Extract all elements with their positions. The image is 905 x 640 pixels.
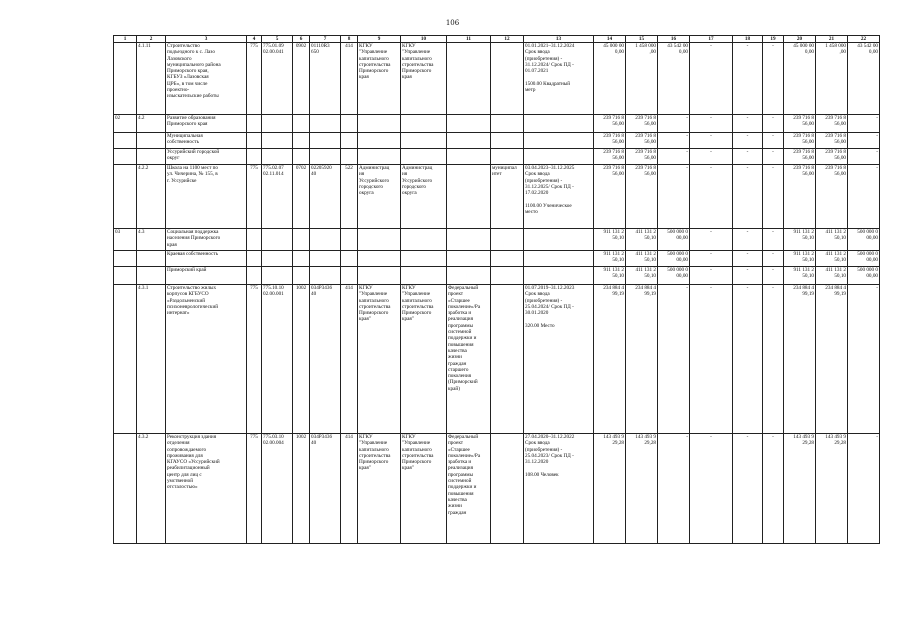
table-cell-col-15: 1 458 000 ,00 xyxy=(626,43,658,115)
table-cell-col-7: 01110R3 650 xyxy=(310,43,341,115)
table-cell-col-9 xyxy=(358,149,401,165)
table-cell-col-19: - xyxy=(763,165,784,229)
table-cell-col-10 xyxy=(401,115,447,133)
column-header-7: 7 xyxy=(310,36,341,43)
table-cell-col-14: 234 884 4 99,19 xyxy=(594,285,626,434)
table-cell-col-18: - xyxy=(733,149,763,165)
table-cell-col-2 xyxy=(137,267,166,285)
table-cell-col-12 xyxy=(491,133,524,149)
table-cell-col-4 xyxy=(247,133,262,149)
table-cell-col-10 xyxy=(401,133,447,149)
table-cell-col-6 xyxy=(293,133,310,149)
table-cell-col-19: - xyxy=(763,251,784,267)
table-cell-col-3: Муниципальная собственность xyxy=(166,133,247,149)
table-cell-col-10 xyxy=(401,229,447,251)
table-cell-col-1 xyxy=(114,43,137,115)
table-row xyxy=(114,149,880,165)
table-row xyxy=(114,43,880,115)
table-cell-col-21: 239 716 8 56,00 xyxy=(816,133,848,149)
table-cell-col-20: 234 884 4 99,19 xyxy=(784,285,816,434)
table-row xyxy=(114,133,880,149)
table-cell-col-11 xyxy=(447,267,491,285)
table-cell-col-19: - xyxy=(763,267,784,285)
table-cell-col-13 xyxy=(524,229,594,251)
column-header-6: 6 xyxy=(293,36,310,43)
table-cell-col-7 xyxy=(310,251,341,267)
table-cell-col-1 xyxy=(114,267,137,285)
table-cell-col-5: 775.10.10 02.00.001 xyxy=(262,285,293,434)
table-cell-col-18: - xyxy=(733,267,763,285)
table-cell-col-17: - xyxy=(690,165,733,229)
table-cell-col-5: 775.01.09 02.00.041 xyxy=(262,43,293,115)
table-cell-col-21: 234 884 4 99,19 xyxy=(816,285,848,434)
table-cell-col-12 xyxy=(491,251,524,267)
column-header-1: 1 xyxy=(114,36,137,43)
table-cell-col-5 xyxy=(262,267,293,285)
table-cell-col-7: 034P3436 40 xyxy=(310,285,341,434)
table-cell-col-6: 0902 xyxy=(293,43,310,115)
table-cell-col-1 xyxy=(114,133,137,149)
table-cell-col-18: - xyxy=(733,434,763,544)
table-cell-col-6 xyxy=(293,149,310,165)
table-cell-col-10: КГКУ "Управление капитального строительства Приморского края" xyxy=(401,434,447,544)
table-cell-col-5: 775.03.10 02.00.004 xyxy=(262,434,293,544)
budget-table xyxy=(113,35,880,544)
table-cell-col-7 xyxy=(310,267,341,285)
table-cell-col-2: 4.1.11 xyxy=(137,43,166,115)
table-cell-col-6 xyxy=(293,267,310,285)
table-cell-col-9 xyxy=(358,267,401,285)
table-cell-col-19: - xyxy=(763,434,784,544)
table-cell-col-17: - xyxy=(690,285,733,434)
table-cell-col-14: 239 716 8 56,00 xyxy=(594,149,626,165)
table-cell-col-1: 02 xyxy=(114,115,137,133)
table-cell-col-11: Федеральный проект «Старшее поколение»/Ра зработка и реализация программы системной поддержки и повышения качества жизни граждан старшего поколения (Приморский край) xyxy=(447,285,491,434)
table-cell-col-2: 4.3.1 xyxy=(137,285,166,434)
table-cell-col-15: 411 131 2 50,10 xyxy=(626,267,658,285)
table-cell-col-22: 43 542 00 0,00 xyxy=(848,43,880,115)
table-cell-col-20: 239 716 8 56,00 xyxy=(784,149,816,165)
table-cell-col-21: 411 131 2 50,10 xyxy=(816,251,848,267)
table-cell-col-14: 45 000 00 0,00 xyxy=(594,43,626,115)
table-cell-col-12: муниципал итет xyxy=(491,165,524,229)
table-cell-col-18: - xyxy=(733,165,763,229)
table-cell-col-19: - xyxy=(763,43,784,115)
column-header-10: 10 xyxy=(401,36,447,43)
table-cell-col-17: - xyxy=(690,267,733,285)
table-row xyxy=(114,165,880,229)
table-cell-col-21: 239 716 8 56,00 xyxy=(816,115,848,133)
table-cell-col-4 xyxy=(247,149,262,165)
table-cell-col-15: 239 716 8 56,00 xyxy=(626,133,658,149)
column-header-5: 5 xyxy=(262,36,293,43)
table-cell-col-5 xyxy=(262,133,293,149)
table-cell-col-16: - xyxy=(658,285,690,434)
table-cell-col-17: - xyxy=(690,434,733,544)
table-cell-col-10 xyxy=(401,251,447,267)
table-cell-col-20: 911 131 2 50,10 xyxy=(784,267,816,285)
table-cell-col-13 xyxy=(524,149,594,165)
table-cell-col-14: 911 131 2 50,10 xyxy=(594,267,626,285)
table-cell-col-10: КГКУ "Управление капитального строительства Приморского края" xyxy=(401,285,447,434)
table-cell-col-15: 234 884 4 99,19 xyxy=(626,285,658,434)
table-cell-col-7: 034P3436 40 xyxy=(310,434,341,544)
table-cell-col-2: 4.2 xyxy=(137,115,166,133)
table-cell-col-14: 239 716 8 56,00 xyxy=(594,165,626,229)
table-cell-col-21: 143 493 9 29,28 xyxy=(816,434,848,544)
table-cell-col-10: Администрац ия Уссурийского городского округа xyxy=(401,165,447,229)
table-cell-col-19: - xyxy=(763,285,784,434)
table-cell-col-9 xyxy=(358,133,401,149)
table-cell-col-17: - xyxy=(690,149,733,165)
column-header-8: 8 xyxy=(341,36,358,43)
table-cell-col-21: 411 131 2 50,10 xyxy=(816,229,848,251)
table-cell-col-22: - xyxy=(848,115,880,133)
table-cell-col-16: - xyxy=(658,165,690,229)
table-cell-col-2 xyxy=(137,133,166,149)
table-row xyxy=(114,229,880,251)
table-cell-col-14: 911 131 2 50,10 xyxy=(594,229,626,251)
table-cell-col-11 xyxy=(447,133,491,149)
table-cell-col-1 xyxy=(114,251,137,267)
table-cell-col-22: - xyxy=(848,149,880,165)
table-cell-col-21: 1 458 000 ,00 xyxy=(816,43,848,115)
table-cell-col-8 xyxy=(341,251,358,267)
table-cell-col-10: КГКУ "Управление капитального строительства Приморского края xyxy=(401,43,447,115)
table-cell-col-4: 775 xyxy=(247,43,262,115)
table-cell-col-1 xyxy=(114,165,137,229)
table-cell-col-2: 4.3 xyxy=(137,229,166,251)
table-cell-col-16: - xyxy=(658,115,690,133)
table-cell-col-22: 500 000 0 00,00 xyxy=(848,267,880,285)
table-cell-col-1 xyxy=(114,285,137,434)
table-cell-col-7 xyxy=(310,115,341,133)
table-cell-col-14: 911 131 2 50,10 xyxy=(594,251,626,267)
table-cell-col-22: 500 000 0 00,00 xyxy=(848,251,880,267)
table-cell-col-12 xyxy=(491,267,524,285)
column-header-19: 19 xyxy=(763,36,784,43)
table-cell-col-8 xyxy=(341,267,358,285)
table-cell-col-18: - xyxy=(733,229,763,251)
table-cell-col-3: Строительство жилых корпусов КГБУСО «Раздольненский психоневрологический интернат» xyxy=(166,285,247,434)
column-header-17: 17 xyxy=(690,36,733,43)
table-cell-col-14: 143 493 9 29,28 xyxy=(594,434,626,544)
table-cell-col-17: - xyxy=(690,133,733,149)
column-header-9: 9 xyxy=(358,36,401,43)
table-cell-col-16: 43 542 00 0,00 xyxy=(658,43,690,115)
table-cell-col-5 xyxy=(262,229,293,251)
column-header-4: 4 xyxy=(247,36,262,43)
table-cell-col-22: - xyxy=(848,165,880,229)
table-cell-col-12 xyxy=(491,43,524,115)
column-header-3: 3 xyxy=(166,36,247,43)
column-header-2: 2 xyxy=(137,36,166,43)
table-cell-col-20: 45 000 00 0,00 xyxy=(784,43,816,115)
table-cell-col-17: - xyxy=(690,229,733,251)
table-cell-col-20: 239 716 8 56,00 xyxy=(784,115,816,133)
table-cell-col-2 xyxy=(137,251,166,267)
table-cell-col-2: 4.3.2 xyxy=(137,434,166,544)
table-cell-col-2: 4.2.2 xyxy=(137,165,166,229)
table-cell-col-3: Строительство подъездного к с. Лазо Лазовского муниципального района Приморского края, КГБУЗ «Лазовская ЦРБ», в том числе проектно- изыскательские работы xyxy=(166,43,247,115)
table-cell-col-4 xyxy=(247,115,262,133)
table-cell-col-11 xyxy=(447,229,491,251)
table-cell-col-22: - xyxy=(848,285,880,434)
table-cell-col-13 xyxy=(524,251,594,267)
table-cell-col-8: 522 xyxy=(341,165,358,229)
table-cell-col-13: 01.01.2021–31.12.2024 Срок ввода (приобретения) - 31.12.2024/ Срок ПД - 01.07.2021 1500.00 Квадратный метр xyxy=(524,43,594,115)
table-row xyxy=(114,267,880,285)
table-cell-col-8 xyxy=(341,115,358,133)
table-cell-col-15: 411 131 2 50,10 xyxy=(626,229,658,251)
table-cell-col-19: - xyxy=(763,149,784,165)
table-cell-col-8: 414 xyxy=(341,43,358,115)
table-cell-col-4 xyxy=(247,267,262,285)
table-cell-col-3: Реконструкция здания отделения сопровождаемого проживания для КГАУСО «Уссурийский реабилитационный центр для лиц с умственной отсталостью» xyxy=(166,434,247,544)
table-cell-col-3: Краевая собственность xyxy=(166,251,247,267)
table-cell-col-13: 03.04.2023–31.12.2025 Срок ввода (приобретения) - 31.12.2025/ Срок ПД - 17.02.2020 1100.00 Ученическое место xyxy=(524,165,594,229)
table-cell-col-11 xyxy=(447,149,491,165)
table-cell-col-18: - xyxy=(733,285,763,434)
table-cell-col-18: - xyxy=(733,115,763,133)
table-cell-col-15: 239 716 8 56,00 xyxy=(626,149,658,165)
table-cell-col-21: 239 716 8 56,00 xyxy=(816,149,848,165)
header-row xyxy=(114,36,880,43)
table-cell-col-1 xyxy=(114,149,137,165)
table-cell-col-4: 775 xyxy=(247,434,262,544)
table-cell-col-15: 411 131 2 50,10 xyxy=(626,251,658,267)
table-cell-col-10 xyxy=(401,149,447,165)
column-header-14: 14 xyxy=(594,36,626,43)
table-cell-col-16: 500 000 0 00,00 xyxy=(658,251,690,267)
table-cell-col-13 xyxy=(524,267,594,285)
table-cell-col-5: 775.02.07 02.11.014 xyxy=(262,165,293,229)
table-cell-col-13: 27.04.2020–31.12.2022 Срок ввода (приобретения) - 25.04.2023/ Срок ПД - 31.12.2020 108.00 Человек xyxy=(524,434,594,544)
table-row xyxy=(114,285,880,434)
table-cell-col-8 xyxy=(341,133,358,149)
table-cell-col-3: Уссурийский городской округ xyxy=(166,149,247,165)
table-cell-col-12 xyxy=(491,115,524,133)
column-header-16: 16 xyxy=(658,36,690,43)
table-cell-col-2 xyxy=(137,149,166,165)
table-cell-col-10 xyxy=(401,267,447,285)
table-cell-col-16: - xyxy=(658,133,690,149)
table-cell-col-1 xyxy=(114,434,137,544)
table-cell-col-16: - xyxy=(658,434,690,544)
table-cell-col-9: КГКУ "Управление капитального строительства Приморского края" xyxy=(358,434,401,544)
column-header-12: 12 xyxy=(491,36,524,43)
table-cell-col-3: Школа на 1100 мест по ул. Чичерина, № 155, в г. Уссурийске xyxy=(166,165,247,229)
table-cell-col-22: - xyxy=(848,133,880,149)
table-cell-col-19: - xyxy=(763,133,784,149)
table-cell-col-20: 143 493 9 29,28 xyxy=(784,434,816,544)
table-cell-col-15: 239 716 8 56,00 xyxy=(626,115,658,133)
table-cell-col-9 xyxy=(358,229,401,251)
table-cell-col-18: - xyxy=(733,251,763,267)
table-cell-col-6 xyxy=(293,115,310,133)
table-cell-col-22: 500 000 0 00,00 xyxy=(848,229,880,251)
table-cell-col-5 xyxy=(262,115,293,133)
table-row xyxy=(114,251,880,267)
table-cell-col-15: 143 493 9 29,28 xyxy=(626,434,658,544)
table-cell-col-12 xyxy=(491,285,524,434)
column-header-11: 11 xyxy=(447,36,491,43)
table-cell-col-6: 1002 xyxy=(293,285,310,434)
table-cell-col-18: - xyxy=(733,133,763,149)
table-cell-col-7: 02205920 40 xyxy=(310,165,341,229)
table-cell-col-14: 239 716 8 56,00 xyxy=(594,133,626,149)
table-cell-col-15: 239 716 8 56,00 xyxy=(626,165,658,229)
table-cell-col-3: Развитие образования Приморского края xyxy=(166,115,247,133)
page-number: 106 xyxy=(445,19,460,27)
table-cell-col-22: - xyxy=(848,434,880,544)
table-cell-col-12 xyxy=(491,434,524,544)
table-cell-col-6: 0702 xyxy=(293,165,310,229)
table-cell-col-13: 01.07.2019–31.12.2023 Срок ввода (приобретения) - 25.04.2024/ Срок ПД - 30.01.2020 320.00 Место xyxy=(524,285,594,434)
table-cell-col-8 xyxy=(341,149,358,165)
table-cell-col-6 xyxy=(293,229,310,251)
table-cell-col-16: 500 000 0 00,00 xyxy=(658,229,690,251)
column-header-20: 20 xyxy=(784,36,816,43)
table-cell-col-6: 1002 xyxy=(293,434,310,544)
table-cell-col-17: - xyxy=(690,251,733,267)
table-cell-col-8 xyxy=(341,229,358,251)
table-cell-col-6 xyxy=(293,251,310,267)
table-cell-col-9 xyxy=(358,115,401,133)
table-cell-col-20: 911 131 2 50,10 xyxy=(784,229,816,251)
table-cell-col-12 xyxy=(491,149,524,165)
table-cell-col-20: 911 131 2 50,10 xyxy=(784,251,816,267)
table-cell-col-20: 239 716 8 56,00 xyxy=(784,165,816,229)
table-row xyxy=(114,115,880,133)
table-cell-col-7 xyxy=(310,229,341,251)
table-cell-col-4: 775 xyxy=(247,165,262,229)
table-cell-col-9: Администрац ия Уссурийского городского округа xyxy=(358,165,401,229)
table-cell-col-11: Федеральный проект «Старшее поколение»/Ра зработка и реализация программы системной поддержки и повышения качества жизни граждан xyxy=(447,434,491,544)
table-cell-col-11 xyxy=(447,165,491,229)
table-cell-col-8: 414 xyxy=(341,434,358,544)
table-cell-col-9: КГКУ "Управление капитального строительства Приморского края" xyxy=(358,285,401,434)
table-cell-col-16: 500 000 0 00,00 xyxy=(658,267,690,285)
table-cell-col-17: - xyxy=(690,115,733,133)
table-cell-col-11 xyxy=(447,115,491,133)
table-cell-col-9 xyxy=(358,251,401,267)
table-cell-col-11 xyxy=(447,43,491,115)
table-cell-col-13 xyxy=(524,115,594,133)
table-cell-col-5 xyxy=(262,251,293,267)
table-cell-col-4 xyxy=(247,229,262,251)
table-cell-col-13 xyxy=(524,133,594,149)
table-cell-col-7 xyxy=(310,133,341,149)
table-cell-col-18: - xyxy=(733,43,763,115)
table-cell-col-8: 414 xyxy=(341,285,358,434)
table-cell-col-19: - xyxy=(763,229,784,251)
table-cell-col-21: 411 131 2 50,10 xyxy=(816,267,848,285)
column-header-21: 21 xyxy=(816,36,848,43)
table-cell-col-19: - xyxy=(763,115,784,133)
table-cell-col-3: Приморский край xyxy=(166,267,247,285)
column-header-15: 15 xyxy=(626,36,658,43)
table-cell-col-4 xyxy=(247,251,262,267)
table-cell-col-17: - xyxy=(690,43,733,115)
table-cell-col-16: - xyxy=(658,149,690,165)
table-cell-col-7 xyxy=(310,149,341,165)
column-header-18: 18 xyxy=(733,36,763,43)
table-cell-col-20: 239 716 8 56,00 xyxy=(784,133,816,149)
table-cell-col-14: 239 716 8 56,00 xyxy=(594,115,626,133)
table-cell-col-11 xyxy=(447,251,491,267)
table-cell-col-12 xyxy=(491,229,524,251)
column-header-13: 13 xyxy=(524,36,594,43)
table-cell-col-1: 03 xyxy=(114,229,137,251)
table-row xyxy=(114,434,880,544)
table-cell-col-3: Социальная поддержка населения Приморского края xyxy=(166,229,247,251)
table-cell-col-9: КГКУ "Управление капитального строительства Приморского края xyxy=(358,43,401,115)
table-cell-col-5 xyxy=(262,149,293,165)
table-cell-col-4: 775 xyxy=(247,285,262,434)
column-header-22: 22 xyxy=(848,36,880,43)
table-cell-col-21: 239 716 8 56,00 xyxy=(816,165,848,229)
